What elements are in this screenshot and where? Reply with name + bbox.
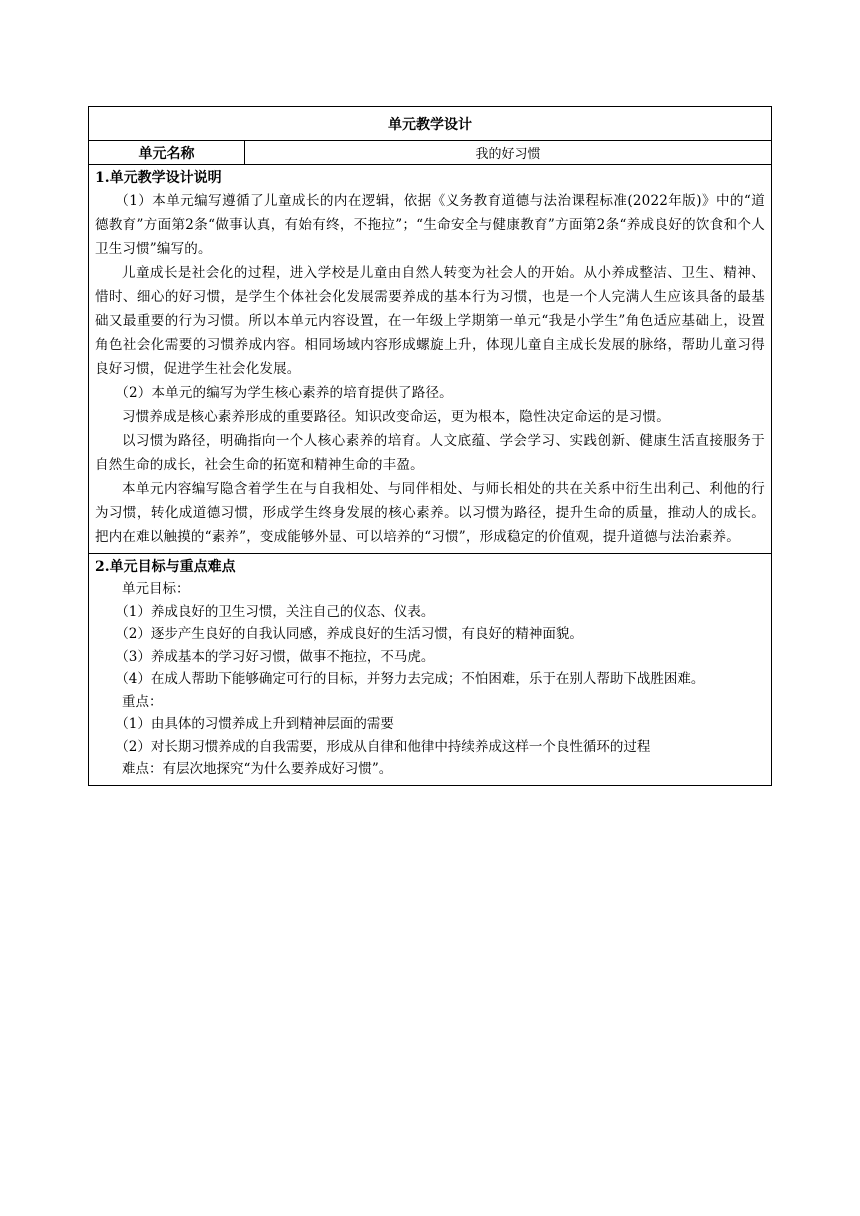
goal-item: （1）养成良好的卫生习惯，关注自己的仪态、仪表。 (115, 603, 435, 620)
goals-section (89, 554, 771, 785)
goal-item: （2）逐步产生良好的自我认同感，养成良好的生活习惯，有良好的精神面貌。 (115, 626, 583, 642)
key-points-label: 重点： (122, 693, 163, 710)
goals-label: 单元目标： (122, 581, 190, 597)
goal-item: （4）在成人帮助下能够确定可行的目标，并努力去完成；不怕困难，乐于在别人帮助下战胜困难。 (115, 671, 705, 687)
key-point-item: （2）对长期习惯养成的自我需要，形成从自律和他律中持续养成这样一个良性循环的过程 (115, 738, 651, 755)
description-paragraph: 习惯养成是核心素养形成的重要路径。知识改变命运，更为根本，隐性决定命运的是习惯。 (122, 409, 670, 425)
unit-name-label: 单元名称 (89, 141, 245, 164)
section-heading-description: 1.单元教学设计说明 (95, 170, 222, 186)
goal-item: （3）养成基本的学习好习惯，做事不拖拉，不马虎。 (115, 648, 435, 665)
table-title: 单元教学设计 (89, 107, 771, 141)
unit-name-row (89, 141, 771, 165)
difficulty-text: 难点：有层次地探究“为什么要养成好习惯”。 (122, 761, 393, 777)
unit-name-value: 我的好习惯 (475, 147, 541, 162)
description-paragraph: （2）本单元的编写为学生核心素养的培育提供了路径。 (115, 385, 453, 401)
description-paragraph: 本单元内容编写隐含着学生在与自我相处、与同伴相处、与师长相处的共在关系中衍生出利己、利他的行为习惯，转化成道德习惯，形成学生终身发展的核心素养。以习惯为路径，提升生命的质量，推动人的成长。把内在难以触摸的“素养”，变成能够外显、可以培养的“习惯”，形成稳定的价值观，提升道德与法治素养。 (95, 481, 765, 545)
lesson-design-table (88, 106, 772, 786)
description-paragraph: （1）本单元编写遵循了儿童成长的内在逻辑，依据《义务教育道德与法治课程标准(2022年版)》中的“道德教育”方面第2条“做事认真，有始有终，不拖拉”；“生命安全与健康教育”方面第2条“养成良好的饮食和个人卫生习惯”编写的。 (95, 193, 765, 257)
design-description-section (89, 165, 771, 554)
description-paragraph: 儿童成长是社会化的过程，进入学校是儿童由自然人转变为社会人的开始。从小养成整洁、卫生、精神、惜时、细心的好习惯，是学生个体社会化发展需要养成的基本行为习惯，也是一个人完满人生应该具备的最基础又最重要的行为习惯。所以本单元内容设置，在一年级上学期第一单元“我是小学生”角色适应基础上，设置角色社会化需要的习惯养成内容。相同场域内容形成螺旋上升，体现儿童自主成长发展的脉络，帮助儿童习得良好习惯，促进学生社会化发展。 (95, 265, 765, 377)
section-heading-goals: 2.单元目标与重点难点 (95, 559, 236, 575)
key-point-item: （1）由具体的习惯养成上升到精神层面的需要 (115, 716, 394, 732)
description-paragraph: 以习惯为路径，明确指向一个人核心素养的培育。人文底蕴、学会学习、实践创新、健康生活直接服务于自然生命的成长，社会生命的拓宽和精神生命的丰盈。 (95, 433, 765, 473)
